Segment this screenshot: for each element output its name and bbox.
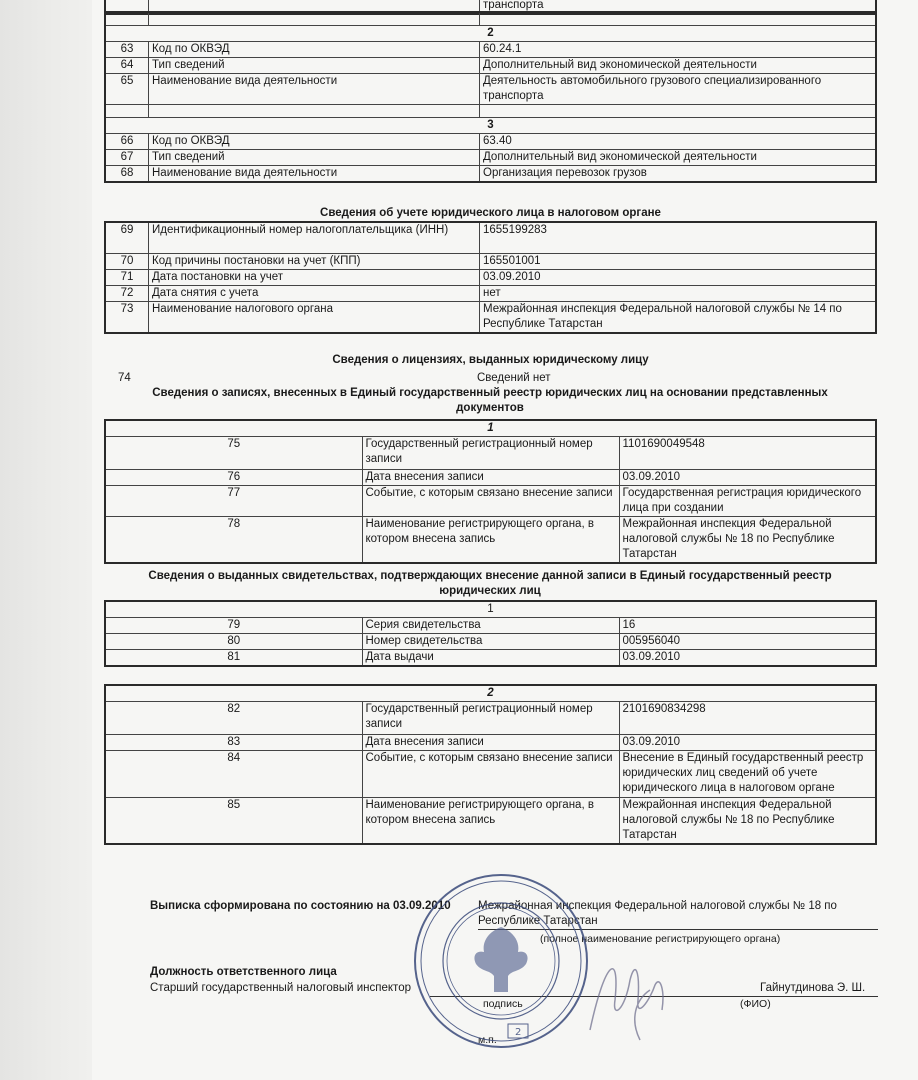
row-number: 71 — [105, 270, 149, 286]
value-cell: транспорта — [480, 0, 877, 14]
signature-caption: подпись — [483, 998, 523, 1010]
row-number: 77 — [105, 486, 362, 517]
row-value: Межрайонная инспекция Федеральной налоговой службы № 18 по Республике Татарстан — [619, 798, 876, 845]
row-label: Дата постановки на учет — [149, 270, 480, 286]
row-number: 66 — [105, 134, 149, 150]
certificates-title: Сведения о выданных свидетельствах, подтверждающих внесение данной записи в Единый государственный реестр юридических лиц — [148, 570, 832, 597]
tax-section-title: Сведения об учете юридического лица в налоговом органе — [320, 207, 661, 219]
records-table-2 — [104, 684, 877, 845]
row-label: Наименование вида деятельности — [149, 166, 480, 183]
row-value: 03.09.2010 — [619, 650, 876, 667]
handwritten-signature — [580, 940, 680, 1050]
svg-text:2: 2 — [515, 1027, 522, 1038]
row-number: 65 — [105, 74, 149, 105]
row-number: 72 — [105, 286, 149, 302]
okved-table-2 — [104, 11, 877, 183]
row-number: 63 — [105, 42, 149, 58]
row-number: 69 — [105, 222, 149, 254]
row-value: Дополнительный вид экономической деятельности — [480, 58, 877, 74]
section-index: 3 — [105, 118, 876, 134]
section-index: 2 — [105, 685, 876, 702]
row-number: 78 — [105, 517, 362, 564]
row-label: Событие, с которым связано внесение записи — [362, 751, 619, 798]
row-value: 005956040 — [619, 634, 876, 650]
tax-table — [104, 221, 877, 334]
row-number: 73 — [105, 302, 149, 334]
licenses-value: Сведений нет — [477, 372, 551, 384]
row-number: 70 — [105, 254, 149, 270]
row-number: 76 — [105, 470, 362, 486]
row-number: 85 — [105, 798, 362, 845]
section-index: 1 — [105, 601, 876, 618]
row-number: 83 — [105, 735, 362, 751]
position-value: Старший государственный налоговый инспектор — [150, 982, 411, 994]
row-label: Дата выдачи — [362, 650, 619, 667]
row-value: Внесение в Единый государственный реестр юридических лиц сведений об учете юридического лица в налоговом органе — [619, 751, 876, 798]
row-value: 16 — [619, 618, 876, 634]
licenses-row-number: 74 — [118, 372, 131, 384]
row-label: Событие, с которым связано внесение записи — [362, 486, 619, 517]
row-value: 03.09.2010 — [619, 735, 876, 751]
row-number: 79 — [105, 618, 362, 634]
row-label: Наименование налогового органа — [149, 302, 480, 334]
row-value: нет — [480, 286, 877, 302]
row-value: 2101690834298 — [619, 702, 876, 735]
row-label: Дата снятия с учета — [149, 286, 480, 302]
row-label: Код по ОКВЭД — [149, 134, 480, 150]
row-value: Государственная регистрация юридического лица при создании — [619, 486, 876, 517]
row-label: Государственный регистрационный номер записи — [362, 437, 619, 470]
row-label: Номер свидетельства — [362, 634, 619, 650]
row-label: Идентификационный номер налогоплательщика (ИНН) — [149, 222, 480, 254]
row-label: Государственный регистрационный номер записи — [362, 702, 619, 735]
row-number: 64 — [105, 58, 149, 74]
certificates-table — [104, 600, 877, 667]
name-value: Гайнутдинова Э. Ш. — [760, 982, 866, 994]
row-number: 68 — [105, 166, 149, 183]
row-value: Дополнительный вид экономической деятельности — [480, 150, 877, 166]
row-value: Организация перевозок грузов — [480, 166, 877, 183]
row-label: Код по ОКВЭД — [149, 42, 480, 58]
formed-label: Выписка сформирована по состоянию на 03.09.2010 — [150, 900, 451, 912]
row-number: 81 — [105, 650, 362, 667]
row-value: Межрайонная инспекция Федеральной налоговой службы № 18 по Республике Татарстан — [619, 517, 876, 564]
row-label: Тип сведений — [149, 58, 480, 74]
row-value: Межрайонная инспекция Федеральной налоговой службы № 14 по Республике Татарстан — [480, 302, 877, 334]
row-number: 67 — [105, 150, 149, 166]
org-caption: (полное наименование регистрирующего органа) — [540, 933, 781, 945]
row-value: 60.24.1 — [480, 42, 877, 58]
mp-label: м.п. — [478, 1034, 497, 1046]
section-index: 2 — [105, 26, 876, 42]
position-label: Должность ответственного лица — [150, 966, 337, 978]
section-index: 1 — [105, 420, 876, 437]
row-value: 03.09.2010 — [619, 470, 876, 486]
scan-left-margin — [0, 0, 92, 1080]
row-label: Код причины постановки на учет (КПП) — [149, 254, 480, 270]
row-value: Деятельность автомобильного грузового специализированного транспорта — [480, 74, 877, 105]
row-label: Наименование регистрирующего органа, в котором внесена запись — [362, 517, 619, 564]
row-value: 03.09.2010 — [480, 270, 877, 286]
org-line-2: Республике Татарстан — [478, 915, 598, 927]
name-caption: (ФИО) — [740, 998, 771, 1010]
records-table — [104, 419, 877, 564]
row-number: 75 — [105, 437, 362, 470]
row-value: 165501001 — [480, 254, 877, 270]
row-label: Наименование регистрирующего органа, в котором внесена запись — [362, 798, 619, 845]
org-line-1: Межрайонная инспекция Федеральной налоговой службы № 18 по — [478, 900, 837, 912]
row-label: Дата внесения записи — [362, 735, 619, 751]
row-label: Наименование вида деятельности — [149, 74, 480, 105]
row-label: Дата внесения записи — [362, 470, 619, 486]
official-seal — [412, 872, 590, 1050]
row-value: 1101690049548 — [619, 437, 876, 470]
records-title: Сведения о записях, внесенных в Единый государственный реестр юридических лиц на основании представленных документов — [152, 387, 828, 414]
row-label: Серия свидетельства — [362, 618, 619, 634]
row-number: 80 — [105, 634, 362, 650]
row-value: 1655199283 — [480, 222, 877, 254]
row-label: Тип сведений — [149, 150, 480, 166]
row-value: 63.40 — [480, 134, 877, 150]
row-number: 84 — [105, 751, 362, 798]
row-number: 82 — [105, 702, 362, 735]
licenses-title: Сведения о лицензиях, выданных юридическому лицу — [332, 354, 649, 366]
